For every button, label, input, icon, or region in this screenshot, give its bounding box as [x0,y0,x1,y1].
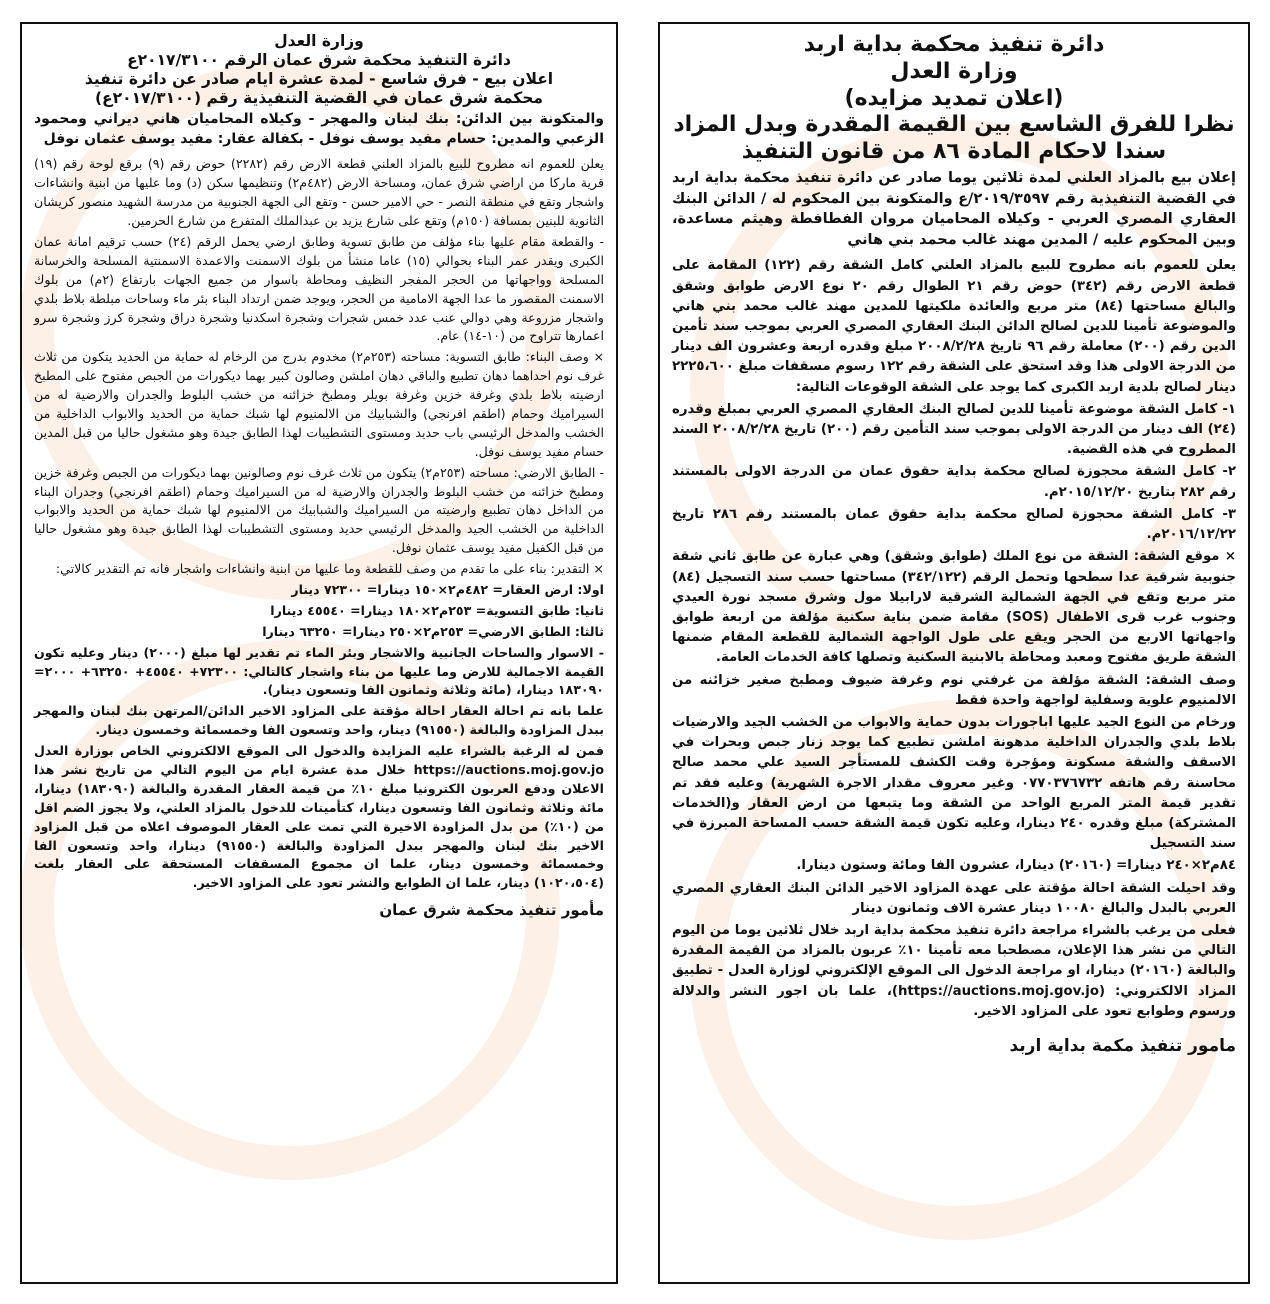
encumbrance-item: ١- كامل الشقة موضوعة تأمينا للدين لصالح البنك العقاري المصري العربي بمبلغ وقدره (٢٤) الف دينار من الدرجة الاولى بموجب سند التأمين رقم (٢٠٠) تاريخ ٢٠٠٨/٢/٢٨ السند المطروح في هذه القضية. [672,401,1236,458]
body-paragraph: يعلن للعموم انه مطروح للبيع بالمزاد العلني قطعة الارض رقم (٢٢٨٢) حوض رقم (٩) برقع لوحة رقم (١٩) قرية ماركا من اراضي شرق عمان، ومساحة الارض (٤٨٢م٢) وتنظيمها سكن (د) وما عليها من ابنية وانشاءات واشجار وتقع في منطقة النصر - حي الامير حسن - وتقع الى الجهة الجنوبية من مدرسة الشهيد منصور كريشان الثانوية للبنين بمسافة (١٥٠م) وتقع على شارع يزيد بن عبدالملك المتفرع من شارع الحرمين. [34,156,604,229]
sale-title: اعلان بيع - فرق شاسع - لمدة عشرة ايام صادر عن دائرة تنفيذ [84,69,554,88]
body-paragraph: فعلى من يرغب بالشراء مراجعة دائرة تنفيذ محكمة بداية اربد خلال ثلاثين يوما من اليوم التالي من نشر هذا الإعلان، مصطحبا معه تأمينا ١٠٪ عربون بالمزاد من القيمة المقدرة والبالغة (٢٠١٦٠) دينارا، او مراجعة الدخول الى الموقع الإلكتروني لوزارة العدل - تطبيق المزاد الالكتروني: (https://auctions.moj.gov.jo)، علما بان اجور النشر والدلالة ورسوم وطوابع تعود على المزاود الاخير. [672,922,1236,1019]
notice-body [672,256,1236,1022]
ministry-title: وزارة العدل [274,32,364,50]
legal-basis-title: سندا لاحكام المادة ٨٦ من قانون التنفيذ [741,139,1167,165]
body-paragraph: × وصف البناء: طابق التسوية: مساحته (٢٥٣م٢) مخدوم بدرج من الرخام له حماية من الحديد يتكون من ثلاث غرف نوم احداهما دهان تطبيع والباقي دهان املشن وصالون كبير بهما ديكورات من الجبص مفتوح على المطبخ ارضيته بلاط بلدي وغرفة خزين وغرفة بويلر ومطبخ خزائنه من خشب البلوط والجدران والارضية له من السيراميك وحمام (اطقم افرنجي) والشبابيك من الالمنيوم لها شبك حماية من الحديد والابواب الداخلية من الخشب والمدخل الرئيسي باب حديد ومستوى التشطيبات لهذا الطابق جيدة وهو مشغول حاليا من قبل المدين حسام مفيد يوسف نوفل. [34,349,604,459]
valuation-line: اولا: ارض العقار= ٤٨٢م٢×١٥٠ دينارا= ٧٢٣٠٠ دينار [291,581,604,597]
auction-notice-irbid [658,22,1250,1284]
body-paragraph: علما بانه تم احالة العقار احالة مؤقتة على المزاود الاخير الدائن/المرتهن بنك لبنان والمهجر ببدل المزاودة والبالغة (٩١٥٥٠) دينار، واحد وتسعون الفا وخمسمائة وخمسون دينار. [34,703,604,738]
notice-body [34,155,604,893]
body-paragraph: وقد احيلت الشقة احالة مؤقتة على عهدة المزاود الاخير الدائن البنك العقاري المصري العربي بالبدل والبالغ ١٠٠٨٠ دينار عشرة الاف وثمانون دينار [672,880,1236,916]
encumbrance-item: ٣- كامل الشقة محجوزة لصالح محكمة بداية حقوق عمان بالمستند رقم ٢٨٦ تاريخ ٢٠١٦/١٢/٢٢م. [672,506,1236,543]
body-paragraph: ورخام من النوع الجيد عليها اباجورات بدون حماية والابواب من الخشب الجيد والارضيات بلاط بلدي والجدران الداخلية مدهونة املشن تطبيع كما يوجد زنار جبص وبحرات في الاسقف والشقة مسكونة ومؤجرة وقت الكشف للمستأجر السيد علي محمد صالح محاسنة رقم هاتفه ٠٧٧٠٣٧٦٧٣٢ وغير معروف مقدار الاجرة الشهرية) وعليه فقد تم تقدير قيمة المتر المربع الواحد من الشقة وما يتبعها من ارض العقار و(الخدمات المشتركة) مبلغ وقدره ٢٤٠ دينارا، وعليه تكون قيمة الشقة حسب المساحة المبرزة في سند التسجيل [672,714,1236,852]
body-paragraph: - والقطعة مقام عليها بناء مؤلف من طابق تسوية وطابق ارضي يحمل الرقم (٢٤) حسب ترقيم امانة عمان الكبرى ويقدر عمر البناء بحوالي (١٥) عاما منشأ من بلوك الاسمنت والاعمدة الاسمنتية المسلحة والخرسانة المسلحة وواجهاتها من الحجر المفجر النظيف ومحاطة باسوار من جميع الجهات بارتفاع (٢م) من بلوك الاسمنت المقصور ما عدا الجهة الامامية من الحجر، ويوجد ضمن ارتداد البناء بئر ماء وساحات مبلطة بلاط بلدي واشجار مزروعة وهي دوالي عنب عدد خمس شجرات وشجرة اسكدنيا وشجرة دراق وشجرة كرز وشجرة سرو اعمارها تتراوح من (١٠-١٤) عام. [34,233,605,344]
intro-paragraph: إعلان بيع بالمزاد العلني لمدة ثلاثين يوما صادر عن دائرة تنفيذ محكمة بداية اربد في القضية التنفيذية رقم ٢٠١٩/٣٥٩٧/ع والمتكونة بين المحكوم له / الدائن البنك العقاري المصري العربي - وكيلاه المحاميان مروان الفطافطة وهيثم مساعدة، وبين المحكوم عليه / المدين مهند غالب محمد بني هاني [672,170,1236,248]
signature-line: مامور تنفيذ مكمة بداية اربد [1009,1035,1236,1056]
valuation-line: ثالثا: الطابق الارضي= ٢٥٣م٢×٢٥٠ دينارا= ٦٣٢٥٠ دينارا [262,623,604,639]
body-paragraph: × التقدير: بناء على ما تقدم من وصف للقطعة وما عليها من ابنية وانشاءات واشجار فانه تم التقدير كالاتي: [55,561,604,577]
case-title: محكمة شرق عمان في القضية التنفيذية رقم (٢٠١٧/٣١٠٠ع) [94,88,544,107]
auction-notice-east-amman [20,22,618,1284]
department-title: دائرة التنفيذ محكمة شرق عمان الرقم ٢٠١٧/٣١٠٠ع [127,50,511,69]
valuation-line: ثانيا: طابق التسوية= ٢٥٣م٢×١٨٠ دينارا= ٤٥٥٤٠ دينارا [270,602,604,618]
body-paragraph: × موقع الشقة: الشقة من نوع الملك (طوابق وشقق) وهي عبارة عن طابق ثاني شقة جنوبية شرقية عدا سطحها وتحمل الرقم (٣٤٢/١٢٢) مساحتها حسب سند التسجيل (٨٤) متر مربع وتقع في الجهة الشمالية الشرقية لارابيلا مول وشرق مسجد نورة العيدي وجنوب غرب قرى الاطفال (SOS) مقامة ضمن بناية سكنية مؤلفة من اربعة طوابق واجهاتها الاربع من الحجر ويقع على طول الواجهة الشمالية للقطعة المقام ضمنها الشقة طريق مفتوح ومعبد ومحاطة بالابنية السكنية وتصلها كافة الخدمات العامة. [672,549,1237,666]
notice-type-title: (اعلان تمديد مزايده) [844,85,1064,111]
body-paragraph: يعلن للعموم بانه مطروح للبيع بالمزاد العلني كامل الشقة رقم (١٢٢) المقامة على قطعة الارض رقم (٣٤٢) حوض رقم ٢١ الطوال رقم ٢٠ نوع الارض طوابق وشقق والبالغ مساحتها (٨٤) متر مربع والعائدة ملكيتها للمدين مهند غالب محمد بني هاني والموضوعة تأمينا للدين لصالح الدائن البنك العقاري المصري العربي بموجب سند تأمين الدين رقم (٢٠٠) معاملة رقم ٩٦ تاريخ ٢٠٠٨/٢/٢٨ مبلغ وقدره اربعة وعشرون الف دينار من الدرجة الاولى هذا وقد استحق على الشقة رقم ١٢٢ رسوم مسقفات مبلغ ٢٢٢٥،٦٠٠ دينار لصالح بلدية اربد الكبرى كما يوجد على الشقة الوقوعات التالية: [672,258,1237,395]
signature-line: مأمور تنفيذ محكمة شرق عمان [379,901,604,920]
reason-title: نظرا للفرق الشاسع بين القيمة المقدرة وبدل المزاد [673,112,1235,138]
encumbrance-item: ٢- كامل الشقة محجوزة لصالح محكمة بداية حقوق عمان من الدرجة الاولى بالمستند رقم ٢٨٢ بتاريخ ٢٠١٥/١٢/٢٠م. [672,464,1236,500]
ministry-title: وزارة العدل [890,58,1018,84]
valuation-line: ٨٤م٢×٢٤٠ دينارا= (٢٠١٦٠) دينارا، عشرون الفا ومائة وستون دينارا. [796,858,1236,874]
department-title: دائرة تنفيذ محكمة بداية اربد [803,32,1105,57]
body-paragraph: فمن له الرغبة بالشراء عليه المزايدة والدخول الى الموقع الالكتروني الخاص بوزارة العدل https://auctions.moj.gov.jo خلال مدة عشرة ايام من اليوم التالي من تاريخ نشر هذا الاعلان ودفع العربون الكترونيا مبلغ ١٠٪ من قيمة العقار المقدرة والبالغة (١٨٣٠٩٠) دينارا، مائة وثلاثة وثمانون الفا وتسعون دينارا، كتأمينات للدخول بالمزاد العلني، ولا يجوز الضم اقل من (١٠٪) من بدل المزاودة الاخيرة التي تمت على العقار الموصوف اعلاه من قبل المزاود الاخير بنك لبنان والمهجر ببدل المزاودة والبالغة (٩١٥٥٠) دينارا، واحد وتسعون الفا وخمسمائة وخمسون دينار، علما ان مجموع المسقفات المستحقة على العقار بلغت (١٠٢٠،٥٠٤) دينار، علما ان الطوابع والنشر تعود على المزاود الاخير. [34,743,604,891]
parties-line: والمتكونة بين الدائن: بنك لبنان والمهجر - وكيلاه المحاميان هاني ديراني ومحمود الزعبي والمدين: حسام مفيد يوسف نوفل - بكفالة عقار: مفيد يوسف عثمان نوفل [34,110,604,147]
body-paragraph: - الطابق الارضي: مساحته (٢٥٣م٢) يتكون من ثلاث غرف نوم وصالونين بهما ديكورات من الجبص وغرفة خزين ومطبخ خزائنه من خشب البلوط والجدران والارضية له من السيراميك وحمام (اطقم افرنجي) وجدران البناء من الداخل دهان تطبيع وارضيته من السيراميك والشبابيك من الالمنيوم لها شبك حماية من الحديد والابواب الداخلية من الخشب الجيد والمدخل الرئيسي حديد ومستوى التشطيبات لهذا الطابق جيدة وهو مشغول حاليا من قبل الكفيل مفيد يوسف عثمان نوفل. [34,464,604,556]
body-paragraph: وصف الشقة: الشقة مؤلفة من غرفتي نوم وغرفة ضيوف ومطبخ صغير خزائنه من الالمنيوم علوية وسفلية لواجهة واحدة فقط [672,672,1236,708]
body-paragraph: - الاسوار والساحات الجانبية والاشجار وبئر الماء تم تقدير لها مبلغ (٢٠٠٠) دينار وعليه تكون القيمة الاجمالية للارض وما عليها من بناء واشجار كالتالي: ٧٢٣٠٠+ ٤٥٥٤٠+ ٦٣٢٥٠+ ٢٠٠٠= ١٨٣٠٩٠ دينارا، (مائة وثلاثة وثمانون الفا وتسعون دينار). [34,644,605,698]
